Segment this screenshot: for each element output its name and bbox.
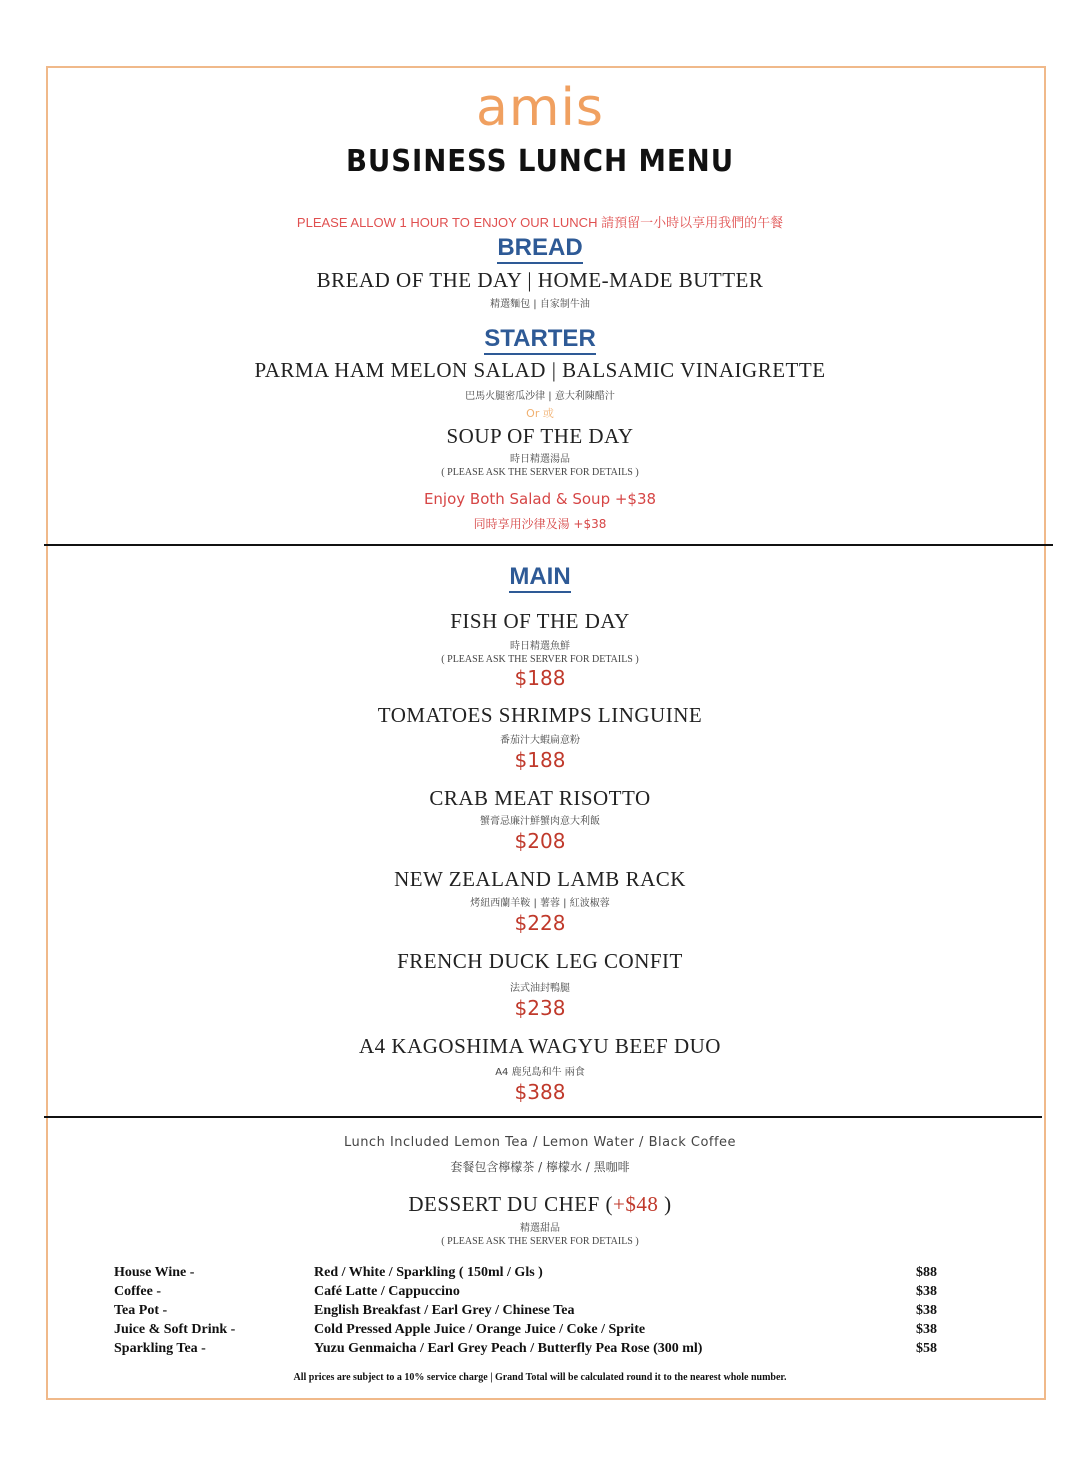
drink-label: Juice & Soft Drink - bbox=[114, 1322, 236, 1337]
drink-desc: Café Latte / Cappuccino bbox=[314, 1284, 460, 1299]
dessert-server-note: ( PLEASE ASK THE SERVER FOR DETAILS ) bbox=[441, 1236, 639, 1247]
enjoy-both-offer: Enjoy Both Salad & Soup +$38 bbox=[423, 490, 657, 508]
dish-cn: 時日精選魚鮮 bbox=[510, 641, 570, 652]
menu-title: BUSINESS LUNCH MENU bbox=[345, 144, 735, 179]
lunch-included-note-cn: 套餐包含檸檬茶 / 檸檬水 / 黑咖啡 bbox=[450, 1160, 630, 1174]
drink-label: Tea Pot - bbox=[114, 1303, 168, 1318]
dish-cn: A4 鹿兒島和牛 兩食 bbox=[495, 1067, 585, 1078]
section-heading-starter: STARTER bbox=[0, 325, 1080, 353]
drink-price: $38 bbox=[916, 1322, 937, 1337]
dish-price: $238 bbox=[514, 996, 566, 1020]
drink-row bbox=[0, 1284, 1080, 1303]
drink-desc: Cold Pressed Apple Juice / Orange Juice / Coke / Sprite bbox=[314, 1322, 646, 1337]
dish-bread-of-the-day: BREAD OF THE DAY | HOME-MADE BUTTER bbox=[316, 268, 764, 292]
drink-row bbox=[0, 1341, 1080, 1360]
service-charge-footer: All prices are subject to a 10% service charge | Grand Total will be calculated round it to the nearest whole number. bbox=[293, 1372, 787, 1383]
dish-name: CRAB MEAT RISOTTO bbox=[429, 786, 651, 810]
drink-price: $38 bbox=[916, 1303, 937, 1318]
drink-price: $38 bbox=[916, 1284, 937, 1299]
drink-row bbox=[0, 1303, 1080, 1322]
dish-parma-ham-cn: 巴馬火腿密瓜沙律 | 意大利陳醋汁 bbox=[465, 391, 615, 402]
drink-desc: English Breakfast / Earl Grey / Chinese Tea bbox=[314, 1303, 575, 1318]
dish-price: $228 bbox=[514, 911, 566, 935]
drink-desc: Red / White / Sparkling ( 150ml / Gls ) bbox=[314, 1265, 543, 1280]
dish-cn: 蟹膏忌廉汁鮮蟹肉意大利飯 bbox=[480, 816, 600, 827]
drink-row bbox=[0, 1265, 1080, 1284]
brand-logo: amis bbox=[475, 78, 605, 138]
dish-price: $388 bbox=[514, 1080, 566, 1104]
drink-price: $58 bbox=[916, 1341, 937, 1356]
dish-server-note: ( PLEASE ASK THE SERVER FOR DETAILS ) bbox=[441, 654, 639, 665]
dish-dessert-du-chef: DESSERT DU CHEF (+$48 ) bbox=[408, 1192, 672, 1216]
drink-label: Coffee - bbox=[114, 1284, 162, 1299]
section-heading-bread: BREAD bbox=[0, 234, 1080, 262]
dish-name: FISH OF THE DAY bbox=[450, 609, 630, 633]
dish-soup-cn: 時日精選湯品 bbox=[510, 454, 570, 465]
section-heading-main: MAIN bbox=[0, 563, 1080, 591]
dish-name: FRENCH DUCK LEG CONFIT bbox=[397, 949, 683, 973]
dish-name: TOMATOES SHRIMPS LINGUINE bbox=[377, 703, 703, 727]
dish-bread-cn: 精選麵包 | 自家制牛油 bbox=[490, 299, 590, 310]
dish-soup-of-the-day: SOUP OF THE DAY bbox=[446, 424, 634, 448]
dessert-cn: 精選甜品 bbox=[520, 1223, 560, 1234]
allow-time-note: PLEASE ALLOW 1 HOUR TO ENJOY OUR LUNCH 請預留一小時以享用我們的午餐 bbox=[296, 215, 784, 230]
divider-line bbox=[44, 1116, 1042, 1118]
drink-price: $88 bbox=[916, 1265, 937, 1280]
dish-price: $208 bbox=[514, 829, 566, 853]
dish-cn: 番茄汁大蝦扁意粉 bbox=[500, 735, 580, 746]
divider-line bbox=[44, 544, 1053, 546]
dish-name: A4 KAGOSHIMA WAGYU BEEF DUO bbox=[359, 1034, 721, 1058]
drink-row bbox=[0, 1322, 1080, 1341]
dish-cn: 法式油封鴨腿 bbox=[510, 983, 570, 994]
or-separator: Or 或 bbox=[526, 407, 554, 420]
dish-parma-ham-melon-salad: PARMA HAM MELON SALAD | BALSAMIC VINAIGRETTE bbox=[254, 358, 826, 382]
dessert-price: +$48 bbox=[613, 1192, 659, 1216]
soup-server-note: ( PLEASE ASK THE SERVER FOR DETAILS ) bbox=[441, 467, 639, 478]
dish-price: $188 bbox=[514, 666, 566, 690]
drink-desc: Yuzu Genmaicha / Earl Grey Peach / Butterfly Pea Rose (300 ml) bbox=[314, 1341, 703, 1356]
drink-label: House Wine - bbox=[114, 1265, 195, 1280]
enjoy-both-offer-cn: 同時享用沙律及湯 +$38 bbox=[473, 517, 607, 531]
lunch-included-note: Lunch Included Lemon Tea / Lemon Water / Black Coffee bbox=[343, 1135, 737, 1150]
drink-label: Sparkling Tea - bbox=[114, 1341, 206, 1356]
dish-name: NEW ZEALAND LAMB RACK bbox=[394, 867, 686, 891]
dish-cn: 烤紐西蘭羊鞍 | 薯蓉 | 紅波椒蓉 bbox=[470, 898, 610, 909]
dish-price: $188 bbox=[514, 748, 566, 772]
